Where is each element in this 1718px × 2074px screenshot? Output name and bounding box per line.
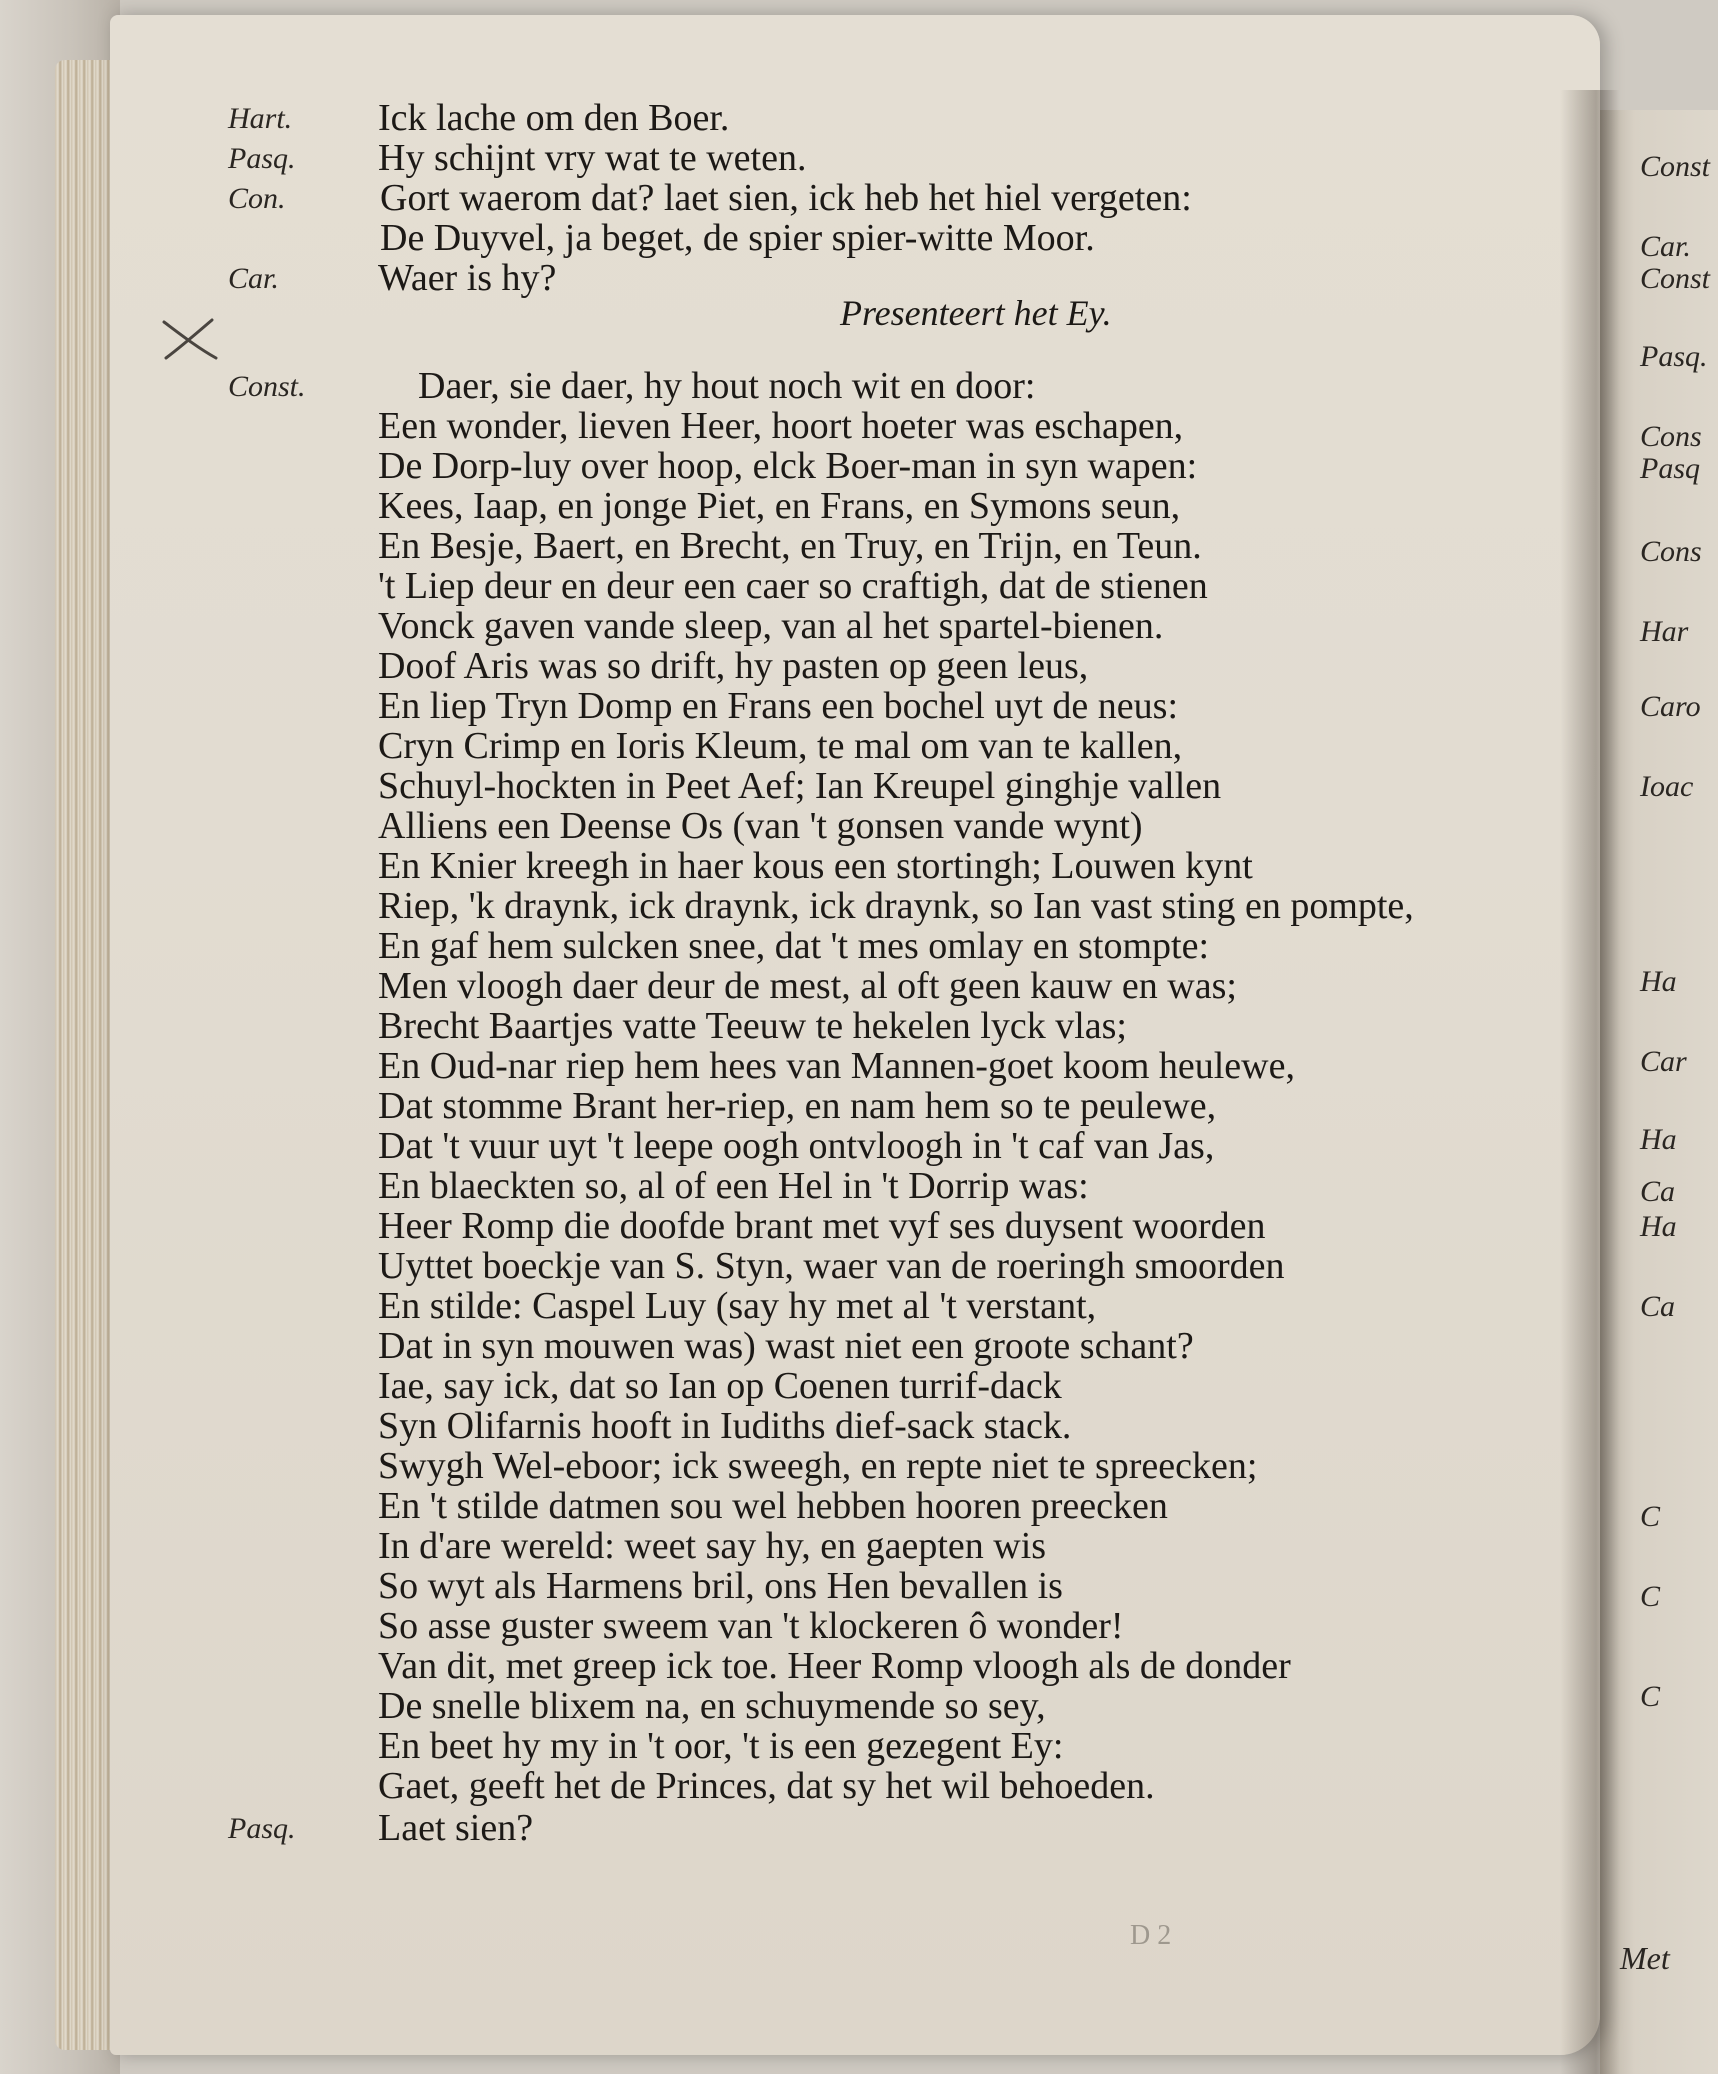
verse-line: Alliens een Deense Os (van 't gonsen vande wynt) xyxy=(378,805,1143,847)
verse-line: Hy schijnt vry wat te weten. xyxy=(378,137,807,179)
verse-line: Iae, say ick, dat so Ian op Coenen turrif-dack xyxy=(378,1365,1062,1407)
verse-line: Van dit, met greep ick toe. Heer Romp vloogh als de donder xyxy=(378,1645,1291,1687)
verse-line: Laet sien? xyxy=(378,1807,534,1849)
facing-speaker-label: Ca xyxy=(1640,1175,1676,1208)
verse-line: So wyt als Harmens bril, ons Hen bevallen is xyxy=(378,1565,1063,1607)
verse-line: De Duyvel, ja beget, de spier spier-witte Moor. xyxy=(380,217,1095,259)
verse-line: Dat stomme Brant her-riep, en nam hem so te peulewe, xyxy=(378,1085,1217,1127)
verse-line: Riep, 'k draynk, ick draynk, ick draynk, so Ian vast sting en pompte, xyxy=(378,885,1414,927)
facing-speaker-label: Ha xyxy=(1640,1123,1677,1156)
verse-line: 't Liep deur en deur een caer so craftigh, dat de stienen xyxy=(378,565,1208,607)
facing-speaker-label: Ca xyxy=(1640,1290,1676,1323)
facing-speaker-label: Caro xyxy=(1640,690,1701,723)
facing-speaker-label: Car. xyxy=(1640,230,1691,263)
verse-line: In d'are wereld: weet say hy, en gaepten wis xyxy=(378,1525,1047,1567)
facing-speaker-label: Pasq xyxy=(1640,452,1700,485)
verse-line: Doof Aris was so drift, hy pasten op geen leus, xyxy=(378,645,1089,687)
verse-line: Dat 't vuur uyt 't leepe oogh ontvloogh in 't caf van Jas, xyxy=(378,1125,1215,1167)
verse-line: De snelle blixem na, en schuymende so sey, xyxy=(378,1685,1046,1727)
verse-line: En Knier kreegh in haer kous een stortingh; Louwen kynt xyxy=(378,845,1253,887)
verse-line: Heer Romp die doofde brant met vyf ses duysent woorden xyxy=(378,1205,1266,1247)
verse-line: En Besje, Baert, en Brecht, en Truy, en Trijn, en Teun. xyxy=(378,525,1202,567)
facing-speaker-label: Har xyxy=(1640,615,1689,648)
speaker-label: Const. xyxy=(228,370,306,403)
stage-direction: Presenteert het Ey. xyxy=(840,293,1112,333)
facing-page-catchword: Met xyxy=(1620,1940,1670,1976)
facing-speaker-label: Ha xyxy=(1640,1210,1677,1243)
verse-line: Daer, sie daer, hy hout noch wit en door: xyxy=(418,365,1036,407)
verse-line: En 't stilde datmen sou wel hebben hooren preecken xyxy=(378,1485,1168,1527)
verse-line: Gaet, geeft het de Princes, dat sy het wil behoeden. xyxy=(378,1765,1155,1807)
facing-speaker-label: Const xyxy=(1640,150,1711,183)
verse-line: Een wonder, lieven Heer, hoort hoeter was eschapen, xyxy=(378,405,1184,447)
facing-speaker-label: C xyxy=(1640,1580,1661,1613)
verse-line: En blaeckten so, al of een Hel in 't Dorrip was: xyxy=(378,1165,1089,1207)
signature-mark: D 2 xyxy=(1130,1920,1172,1951)
facing-speaker-label: C xyxy=(1640,1680,1661,1713)
verse-line: Ick lache om den Boer. xyxy=(378,97,730,139)
verse-line: Cryn Crimp en Ioris Kleum, te mal om van te kallen, xyxy=(378,725,1183,767)
verse-line: De Dorp-luy over hoop, elck Boer-man in syn wapen: xyxy=(378,445,1198,487)
verse-line: Schuyl-hockten in Peet Aef; Ian Kreupel ginghje vallen xyxy=(378,765,1222,807)
facing-speaker-label: Const xyxy=(1640,262,1711,295)
verse-line: Waer is hy? xyxy=(378,257,557,299)
facing-speaker-label: C xyxy=(1640,1500,1661,1533)
speaker-label: Pasq. xyxy=(228,1812,296,1845)
verse-line: Dat in syn mouwen was) wast niet een groote schant? xyxy=(378,1325,1194,1367)
facing-speaker-label: Car xyxy=(1640,1045,1687,1078)
verse-line: Kees, Iaap, en jonge Piet, en Frans, en Symons seun, xyxy=(378,485,1181,527)
verse-line: En Oud-nar riep hem hees van Mannen-goet koom heulewe, xyxy=(378,1045,1295,1087)
verse-line: En liep Tryn Domp en Frans een bochel uyt de neus: xyxy=(378,685,1179,727)
verse-line: Swygh Wel-eboor; ick sweegh, en repte niet te spreecken; xyxy=(378,1445,1258,1487)
speaker-label: Car. xyxy=(228,262,279,295)
verse-line: Men vloogh daer deur de mest, al oft geen kauw en was; xyxy=(378,965,1237,1007)
facing-speaker-label: Ha xyxy=(1640,965,1677,998)
verse-line: Gort waerom dat? laet sien, ick heb het hiel vergeten: xyxy=(380,177,1192,219)
verse-line: Brecht Baartjes vatte Teeuw te hekelen lyck vlas; xyxy=(378,1005,1127,1047)
speaker-label: Pasq. xyxy=(228,142,296,175)
verse-line: Uyttet boeckje van S. Styn, waer van de roeringh smoorden xyxy=(378,1245,1285,1287)
facing-speaker-label: Pasq. xyxy=(1640,340,1708,373)
verse-line: Vonck gaven vande sleep, van al het spartel-bienen. xyxy=(378,605,1164,647)
verse-line: En stilde: Caspel Luy (say hy met al 't verstant, xyxy=(378,1285,1097,1327)
speaker-label: Hart. xyxy=(228,102,293,135)
verse-line: En gaf hem sulcken snee, dat 't mes omlay en stompte: xyxy=(378,925,1210,967)
verse-line: So asse guster sweem van 't klockeren ô wonder! xyxy=(378,1605,1124,1647)
facing-speaker-label: Cons xyxy=(1640,535,1702,568)
verse-line: En beet hy my in 't oor, 't is een gezegent Ey: xyxy=(378,1725,1064,1767)
speaker-label: Con. xyxy=(228,182,286,215)
facing-speaker-label: Ioac xyxy=(1640,770,1694,803)
facing-speaker-label: Cons xyxy=(1640,420,1702,453)
verse-line: Syn Olifarnis hooft in Iudiths dief-sack stack. xyxy=(378,1405,1072,1447)
